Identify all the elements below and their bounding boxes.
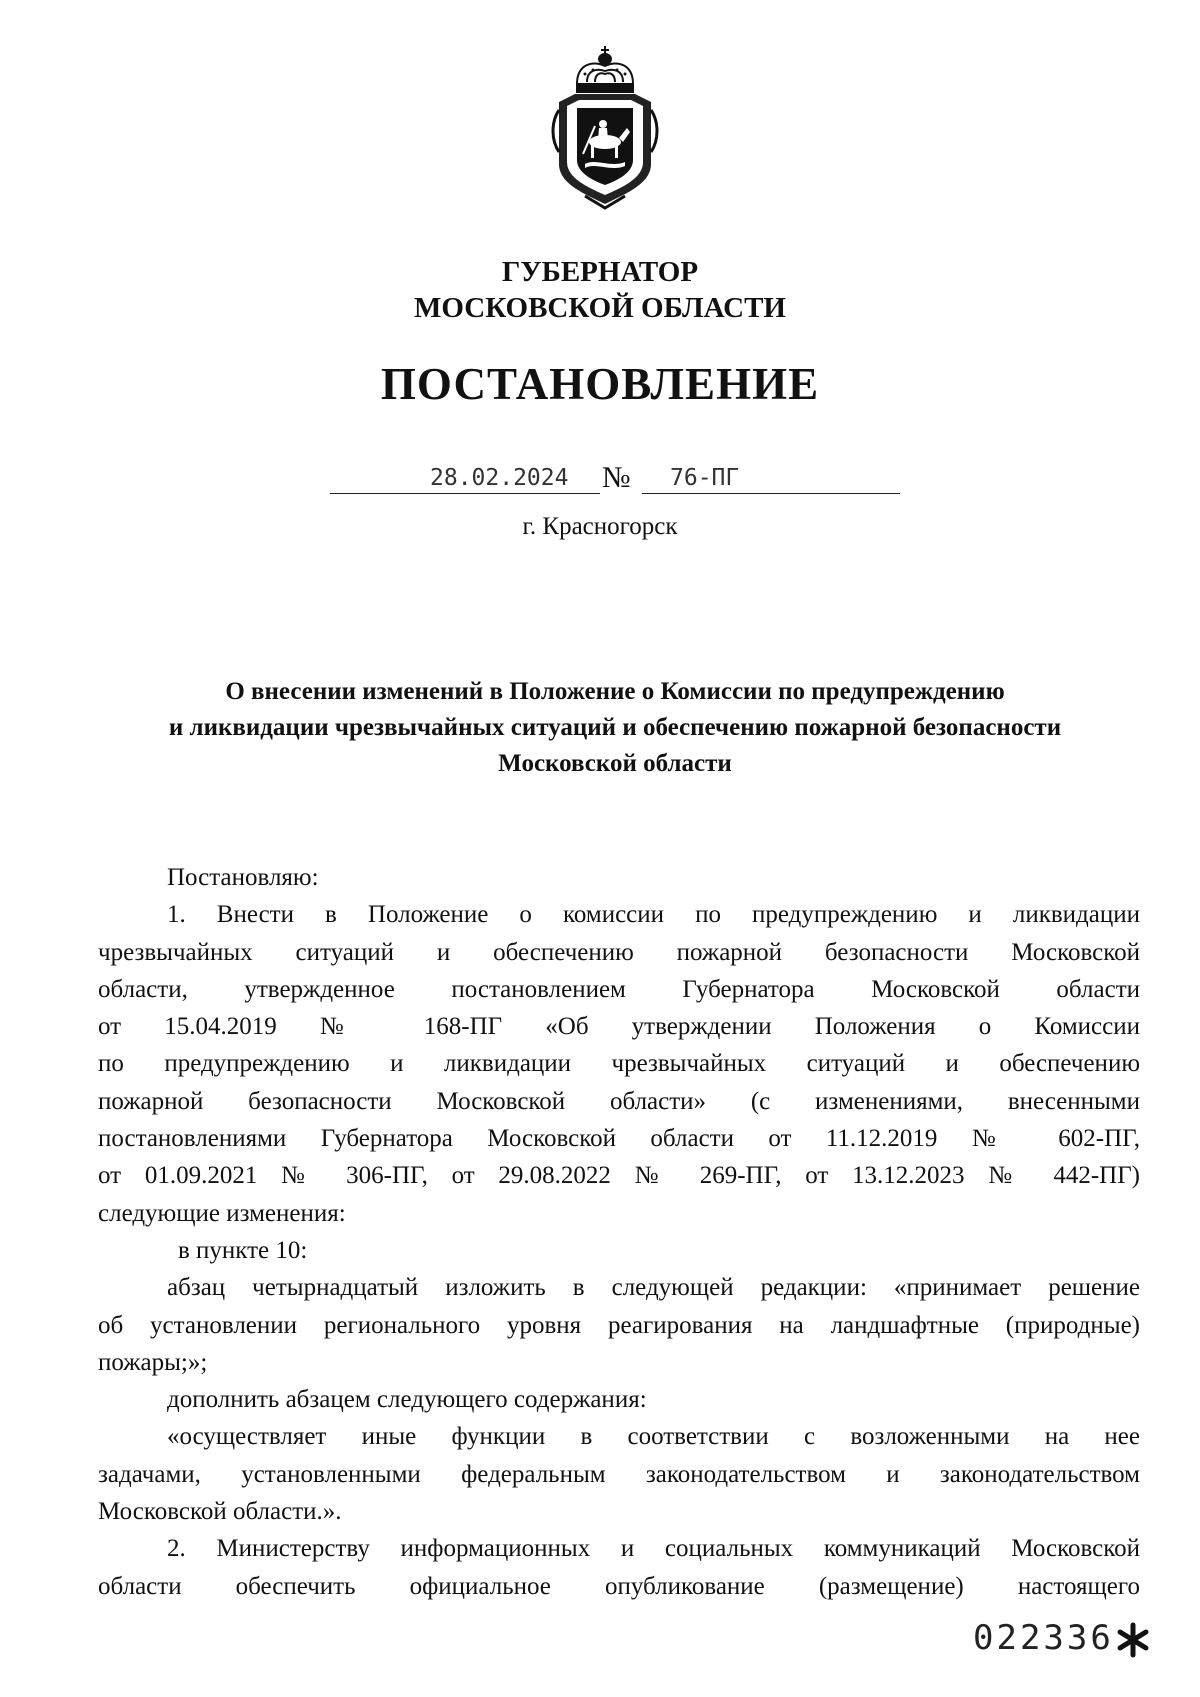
title-line: Московской области bbox=[498, 750, 732, 777]
body-line: 1. Внести в Положение о комиссии по предупреждению и ликвидации bbox=[167, 901, 1140, 929]
body-line: области, утвержденное постановлением Губернатора Московской области bbox=[98, 975, 1140, 1003]
document-title bbox=[90, 674, 1140, 782]
body-line: от 01.09.2021 № 306-ПГ, от 29.08.2022 № 269-ПГ, от 13.12.2023 № 442-ПГ) bbox=[98, 1162, 1140, 1190]
document-date: 28.02.2024 bbox=[430, 465, 569, 491]
body-line: 2. Министерству информационных и социальных коммуникаций Московской bbox=[167, 1535, 1140, 1563]
document-number: 76-ПГ bbox=[670, 465, 740, 491]
body-line: по предупреждению и ликвидации чрезвычайных ситуаций и обеспечению bbox=[98, 1050, 1140, 1078]
body-line: задачами, установленными федеральным законодательством и законодательством bbox=[98, 1460, 1140, 1488]
document-body bbox=[98, 859, 1140, 1605]
body-line: в пункте 10: bbox=[178, 1236, 308, 1264]
body-line: абзац четырнадцатый изложить в следующей редакции: «принимает решение bbox=[167, 1274, 1140, 1302]
moscow-oblast-coat-of-arms-icon bbox=[545, 44, 665, 210]
body-line: дополнить абзацем следующего содержания: bbox=[167, 1386, 647, 1414]
date-number-line bbox=[330, 461, 900, 497]
number-sign: № bbox=[602, 461, 631, 494]
body-line: «осуществляет иные функции в соответствии с возложенными на нее bbox=[167, 1423, 1140, 1451]
body-line: Московской области.». bbox=[98, 1498, 342, 1526]
body-line: пожарной безопасности Московской области» (с изменениями, внесенными bbox=[98, 1087, 1140, 1115]
document-type: ПОСТАНОВЛЕНИЕ bbox=[380, 359, 820, 409]
body-line: об установлении регионального уровня реагирования на ландшафтные (природные) bbox=[98, 1311, 1140, 1339]
body-line: от 15.04.2019 № 168-ПГ «Об утверждении Положения о Комиссии bbox=[98, 1013, 1140, 1041]
title-line: О внесении изменений в Положение о Комиссии по предупреждению bbox=[225, 678, 1005, 705]
body-line: пожары;»; bbox=[98, 1348, 208, 1376]
body-line: чрезвычайных ситуаций и обеспечению пожарной безопасности Московской bbox=[98, 938, 1140, 966]
date-underline bbox=[330, 493, 600, 494]
city: г. Красногорск bbox=[522, 513, 678, 540]
org-name-line1: ГУБЕРНАТОР bbox=[501, 256, 699, 288]
body-line: постановлениями Губернатора Московской области от 11.12.2019 № 602-ПГ, bbox=[98, 1125, 1140, 1153]
org-name-line2: МОСКОВСКОЙ ОБЛАСТИ bbox=[413, 292, 786, 324]
title-line: и ликвидации чрезвычайных ситуаций и обеспечению пожарной безопасности bbox=[168, 714, 1062, 741]
body-line: следующие изменения: bbox=[98, 1199, 346, 1227]
asterisk-icon bbox=[1115, 1622, 1151, 1663]
serial-number: 022336 bbox=[973, 1618, 1114, 1658]
body-line: области обеспечить официальное опубликование (размещение) настоящего bbox=[98, 1572, 1140, 1600]
body-line: Постановляю: bbox=[167, 864, 319, 891]
number-underline bbox=[642, 493, 900, 494]
